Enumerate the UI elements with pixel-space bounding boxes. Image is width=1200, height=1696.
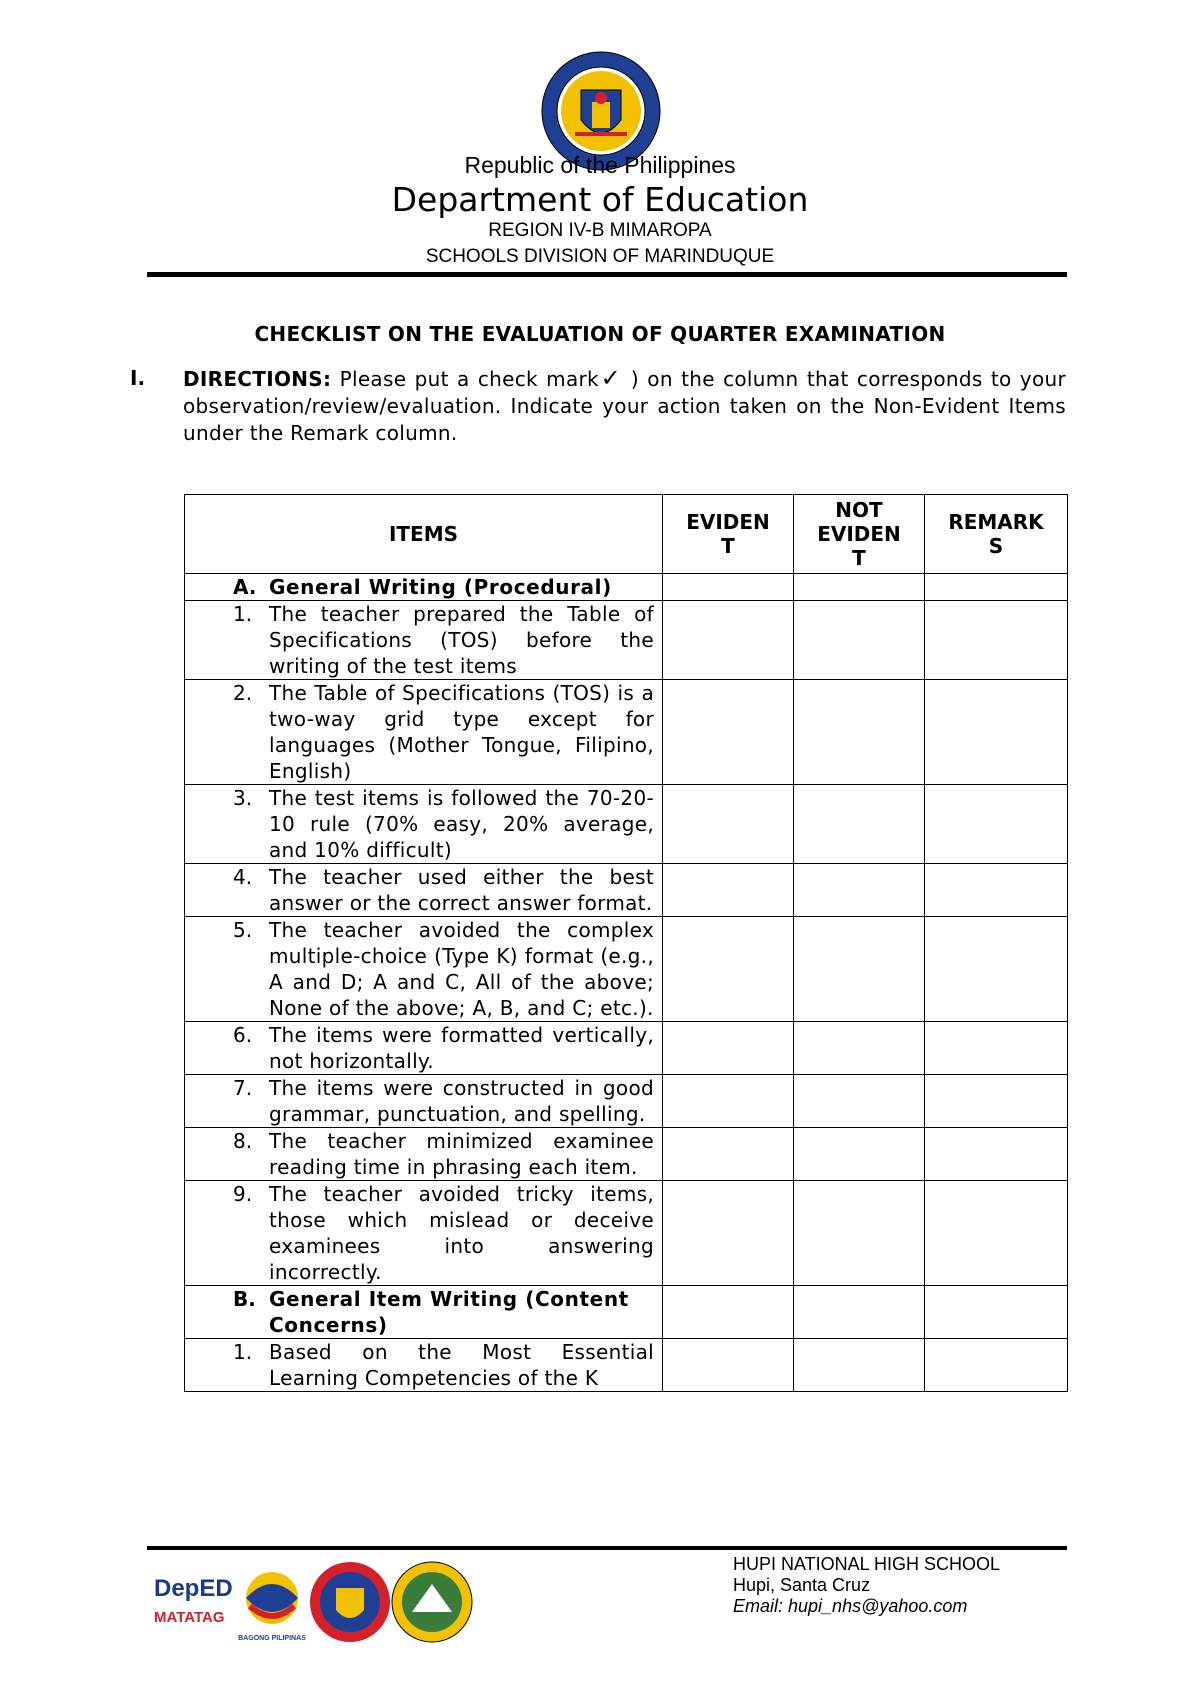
division-heading: SCHOOLS DIVISION OF MARINDUQUE bbox=[425, 246, 775, 267]
region-heading: REGION IV-B MIMAROPA bbox=[488, 220, 712, 241]
remarks-cell[interactable] bbox=[925, 1181, 1068, 1286]
remarks-cell[interactable] bbox=[925, 1075, 1068, 1128]
not-evident-cell[interactable] bbox=[794, 1339, 925, 1392]
section-letter: B. bbox=[233, 1287, 256, 1311]
item-number: 7. bbox=[233, 1076, 253, 1100]
section-title-cell bbox=[185, 574, 663, 601]
item-number: 1. bbox=[233, 602, 253, 626]
remarks-cell[interactable] bbox=[925, 601, 1068, 680]
item-text: The items were formatted vertically, not horizontally. bbox=[269, 1023, 654, 1073]
header-evident: EVIDEN T bbox=[663, 495, 794, 574]
item-text: The teacher avoided the complex multiple-choice (Type K) format (e.g., A and D; A and C, All of the above; None of the above; A, B, and C; etc.). bbox=[269, 918, 654, 1020]
item-number: 1. bbox=[233, 1340, 253, 1364]
evident-cell[interactable] bbox=[663, 1075, 794, 1128]
department-heading: Department of Education bbox=[391, 180, 809, 219]
directions-label: DIRECTIONS: bbox=[183, 367, 332, 391]
item-text: The teacher avoided tricky items, those which mislead or deceive examinees into answering incorrectly. bbox=[269, 1182, 654, 1284]
item-cell bbox=[185, 1075, 663, 1128]
evident-cell[interactable] bbox=[663, 785, 794, 864]
evident-cell[interactable] bbox=[663, 1339, 794, 1392]
item-cell bbox=[185, 1128, 663, 1181]
item-number: 9. bbox=[233, 1182, 253, 1206]
evident-cell[interactable] bbox=[663, 680, 794, 785]
item-number: 4. bbox=[233, 865, 253, 889]
table-row bbox=[185, 1181, 1068, 1286]
not-evident-cell[interactable] bbox=[794, 785, 925, 864]
school-info bbox=[733, 1554, 1000, 1617]
bagong-pilipinas-logo bbox=[238, 1572, 306, 1642]
item-number: 8. bbox=[233, 1129, 253, 1153]
remarks-cell[interactable] bbox=[925, 785, 1068, 864]
item-cell bbox=[185, 917, 663, 1022]
not-evident-cell[interactable] bbox=[794, 574, 925, 601]
item-number: 5. bbox=[233, 918, 253, 942]
item-text: The Table of Specifications (TOS) is a two-way grid type except for languages (Mother Tongue, Filipino, English) bbox=[269, 681, 654, 783]
section-title-cell bbox=[185, 1286, 663, 1339]
evident-cell[interactable] bbox=[663, 917, 794, 1022]
table-row bbox=[185, 917, 1068, 1022]
remarks-cell[interactable] bbox=[925, 680, 1068, 785]
item-cell bbox=[185, 1181, 663, 1286]
item-text: The teacher used either the best answer or the correct answer format. bbox=[269, 865, 654, 915]
item-text: The teacher minimized examinee reading time in phrasing each item. bbox=[269, 1129, 654, 1179]
item-cell bbox=[185, 680, 663, 785]
not-evident-cell[interactable] bbox=[794, 1075, 925, 1128]
remarks-cell[interactable] bbox=[925, 917, 1068, 1022]
section-title: General Writing (Procedural) bbox=[269, 575, 612, 599]
item-cell bbox=[185, 864, 663, 917]
not-evident-cell[interactable] bbox=[794, 864, 925, 917]
section-row bbox=[185, 1286, 1068, 1339]
item-cell bbox=[185, 1022, 663, 1075]
document-title: CHECKLIST ON THE EVALUATION OF QUARTER EXAMINATION bbox=[254, 322, 946, 346]
remarks-cell[interactable] bbox=[925, 1022, 1068, 1075]
directions-text-after: ) on the column that corresponds to your observation/review/evaluation. Indicate your action taken on the Non-Evident Items under the Remark column. bbox=[183, 367, 1066, 445]
item-cell bbox=[185, 785, 663, 864]
directions-text bbox=[183, 365, 1066, 447]
item-text: The teacher prepared the Table of Specifications (TOS) before the writing of the test items bbox=[269, 602, 654, 678]
table-row bbox=[185, 1075, 1068, 1128]
item-number: 6. bbox=[233, 1023, 253, 1047]
evident-cell[interactable] bbox=[663, 1128, 794, 1181]
item-cell bbox=[185, 1339, 663, 1392]
header-divider bbox=[147, 272, 1067, 277]
header-remarks: REMARK S bbox=[925, 495, 1068, 574]
republic-heading: Republic of the Philippines bbox=[464, 152, 736, 178]
matatag-logo-text: MATATAG bbox=[154, 1609, 225, 1626]
checklist-table bbox=[184, 494, 1068, 1392]
directions-number: I. bbox=[130, 366, 146, 390]
evident-cell[interactable] bbox=[663, 574, 794, 601]
item-text: The test items is followed the 70-20-10 rule (70% easy, 20% average, and 10% difficult) bbox=[269, 786, 654, 862]
evident-cell[interactable] bbox=[663, 864, 794, 917]
not-evident-cell[interactable] bbox=[794, 1022, 925, 1075]
section-row bbox=[185, 574, 1068, 601]
not-evident-cell[interactable] bbox=[794, 1286, 925, 1339]
header-items: ITEMS bbox=[185, 495, 663, 574]
table-header-row bbox=[185, 495, 1068, 574]
section-letter: A. bbox=[233, 575, 257, 599]
footer-logos bbox=[150, 1556, 490, 1648]
deped-matatag-logo bbox=[154, 1575, 233, 1626]
table-row bbox=[185, 1022, 1068, 1075]
check-mark-icon: ✓ bbox=[598, 364, 623, 392]
evident-cell[interactable] bbox=[663, 1022, 794, 1075]
evident-cell[interactable] bbox=[663, 601, 794, 680]
table-row bbox=[185, 1339, 1068, 1392]
item-number: 2. bbox=[233, 681, 253, 705]
evident-cell[interactable] bbox=[663, 1286, 794, 1339]
not-evident-cell[interactable] bbox=[794, 680, 925, 785]
school-name: HUPI NATIONAL HIGH SCHOOL bbox=[733, 1554, 1001, 1574]
remarks-cell[interactable] bbox=[925, 1339, 1068, 1392]
table-row bbox=[185, 680, 1068, 785]
school-email: Email: hupi_nhs@yahoo.com bbox=[733, 1596, 968, 1616]
footer-divider bbox=[147, 1546, 1067, 1550]
deped-logo-text: DepED bbox=[154, 1575, 233, 1602]
not-evident-cell[interactable] bbox=[794, 601, 925, 680]
directions-text-before: Please put a check mark bbox=[331, 367, 599, 391]
remarks-cell[interactable] bbox=[925, 1286, 1068, 1339]
not-evident-cell[interactable] bbox=[794, 1181, 925, 1286]
table-row bbox=[185, 1128, 1068, 1181]
header-not-evident: NOT EVIDEN T bbox=[794, 495, 925, 574]
remarks-cell[interactable] bbox=[925, 574, 1068, 601]
remarks-cell[interactable] bbox=[925, 1128, 1068, 1181]
item-text: The items were constructed in good grammar, punctuation, and spelling. bbox=[269, 1076, 654, 1126]
item-cell bbox=[185, 601, 663, 680]
remarks-cell[interactable] bbox=[925, 864, 1068, 917]
table-row bbox=[185, 864, 1068, 917]
table-row bbox=[185, 785, 1068, 864]
bagong-pilipinas-text: BAGONG PILIPINAS bbox=[238, 1635, 306, 1642]
school-address: Hupi, Santa Cruz bbox=[733, 1575, 871, 1595]
not-evident-cell[interactable] bbox=[794, 917, 925, 1022]
item-text: Based on the Most Essential Learning Competencies of the K bbox=[269, 1340, 654, 1390]
section-title: General Item Writing (Content Concerns) bbox=[269, 1287, 629, 1337]
item-number: 3. bbox=[233, 786, 253, 810]
school-seal-logo bbox=[392, 1562, 472, 1642]
evident-cell[interactable] bbox=[663, 1181, 794, 1286]
division-seal-logo bbox=[310, 1562, 390, 1642]
table-row bbox=[185, 601, 1068, 680]
not-evident-cell[interactable] bbox=[794, 1128, 925, 1181]
